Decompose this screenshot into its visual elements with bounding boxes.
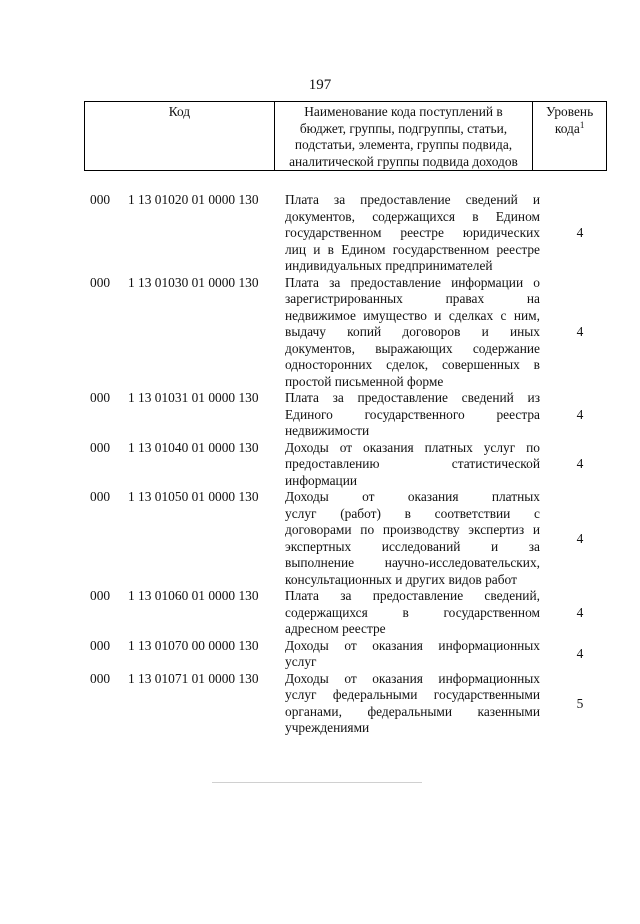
row-code: 1 13 01050 01 0000 130	[128, 489, 259, 504]
row-code: 1 13 01020 01 0000 130	[128, 192, 259, 207]
row-name-line: адресном реестре	[285, 621, 386, 636]
row-prefix: 000	[90, 588, 111, 603]
row-name-line: договорами по производству экспертиз и	[285, 522, 540, 537]
row-code: 1 13 01031 01 0000 130	[128, 390, 259, 405]
table-row	[0, 275, 640, 391]
table-row	[0, 192, 640, 275]
row-name	[285, 440, 540, 490]
header-name-line: подстатьи, элемента, группы подвида,	[294, 137, 513, 152]
row-name-line: органами, федеральными казенными	[285, 703, 540, 719]
row-code: 1 13 01060 01 0000 130	[128, 588, 259, 603]
row-code: 1 13 01030 01 0000 130	[128, 274, 259, 290]
header-code: Код	[85, 102, 275, 171]
row-code: 1 13 01070 00 0000 130	[128, 637, 259, 653]
row-level: 4	[576, 530, 584, 546]
header-name-line: Наименование кода поступлений в	[304, 104, 503, 119]
row-name-line: информации	[285, 472, 358, 488]
row-prefix: 000	[90, 489, 111, 504]
row-name-line: Единого государственного реестра	[285, 406, 540, 422]
row-name-line: консультационных и других видов работ	[285, 571, 517, 587]
row-name-line: документов, содержащихся в Едином	[285, 208, 540, 224]
table-row	[0, 390, 640, 440]
table-row	[0, 638, 640, 671]
table-header	[84, 101, 607, 171]
divider	[212, 782, 422, 783]
row-prefix: 000	[90, 439, 111, 455]
row-level: 4	[576, 604, 584, 620]
row-level: 4	[576, 645, 584, 661]
row-name-line: услуг	[285, 654, 317, 669]
row-name-line: недвижимости	[285, 423, 370, 438]
row-name-line: выполнение научно-исследовательских,	[285, 555, 540, 570]
row-prefix: 000	[90, 637, 111, 653]
row-name-line: экспертных исследований и за	[285, 538, 540, 554]
row-name	[285, 489, 540, 588]
header-name	[274, 102, 532, 171]
table-row	[0, 588, 640, 638]
page-number: 197	[308, 77, 332, 93]
row-prefix: 000	[90, 670, 111, 686]
table-row	[0, 671, 640, 737]
row-name-line: документов, выражающих содержание	[285, 340, 540, 356]
row-name-line: Плата за предоставление сведений из	[285, 390, 540, 405]
row-name	[285, 588, 540, 638]
row-name-line: государственном реестре юридических	[285, 225, 540, 240]
row-prefix: 000	[90, 192, 111, 207]
header-name-line: аналитической группы подвида доходов	[289, 153, 518, 169]
row-level: 4	[576, 225, 584, 240]
row-name-line: простой письменной форме	[285, 373, 444, 389]
revenue-code-list	[0, 192, 640, 737]
row-name-line: выдачу копий договоров и иных	[285, 324, 540, 339]
row-prefix: 000	[90, 390, 111, 405]
header-level	[533, 102, 607, 171]
row-name-line: предоставлению статистической	[285, 456, 540, 471]
row-name	[285, 275, 540, 391]
row-name-line: Доходы от оказания платных услуг по	[285, 439, 540, 455]
row-code: 1 13 01040 01 0000 130	[128, 439, 259, 455]
row-name-line: Доходы от оказания платных	[285, 489, 540, 504]
row-name-line: односторонних сделок, совершенных в	[285, 357, 540, 372]
row-name-line: Плата за предоставление сведений и	[285, 192, 540, 207]
row-name	[285, 390, 540, 440]
row-level: 4	[576, 324, 584, 339]
table-row	[0, 489, 640, 588]
row-name-line: содержащихся в государственном	[285, 604, 540, 620]
row-prefix: 000	[90, 274, 111, 290]
row-name	[285, 671, 540, 737]
row-name-line: индивидуальных предпринимателей	[285, 258, 493, 273]
row-name-line: услуг (работ) в соответствии с	[285, 505, 540, 521]
row-name-line: зарегистрированных правах на	[285, 291, 540, 306]
row-name-line: услуг федеральными государственными	[285, 687, 540, 702]
row-name-line: учреждениями	[285, 720, 370, 735]
table-row	[0, 440, 640, 490]
footnote-marker: 1	[579, 119, 585, 130]
header-level-line: кода$^1$	[554, 119, 585, 136]
row-level: 4	[576, 406, 584, 422]
row-name-line: Плата за предоставление информации о	[285, 274, 540, 290]
header-name-line: бюджет, группы, подгруппы, статьи,	[299, 120, 508, 136]
row-level: 5	[576, 695, 584, 711]
row-name	[285, 192, 540, 275]
row-name-line: недвижимое имущество и сделках с ним,	[285, 307, 540, 323]
row-name-line: Доходы от оказания информационных	[285, 637, 540, 653]
row-level: 4	[576, 456, 584, 471]
row-name	[285, 638, 540, 671]
row-name-line: Плата за предоставление сведений,	[285, 588, 540, 603]
row-name-line: лиц и в Едином государственном реестре	[285, 241, 540, 257]
row-name-line: Доходы от оказания информационных	[285, 670, 540, 686]
row-code: 1 13 01071 01 0000 130	[128, 670, 259, 686]
header-level-line: Уровень	[546, 104, 594, 119]
